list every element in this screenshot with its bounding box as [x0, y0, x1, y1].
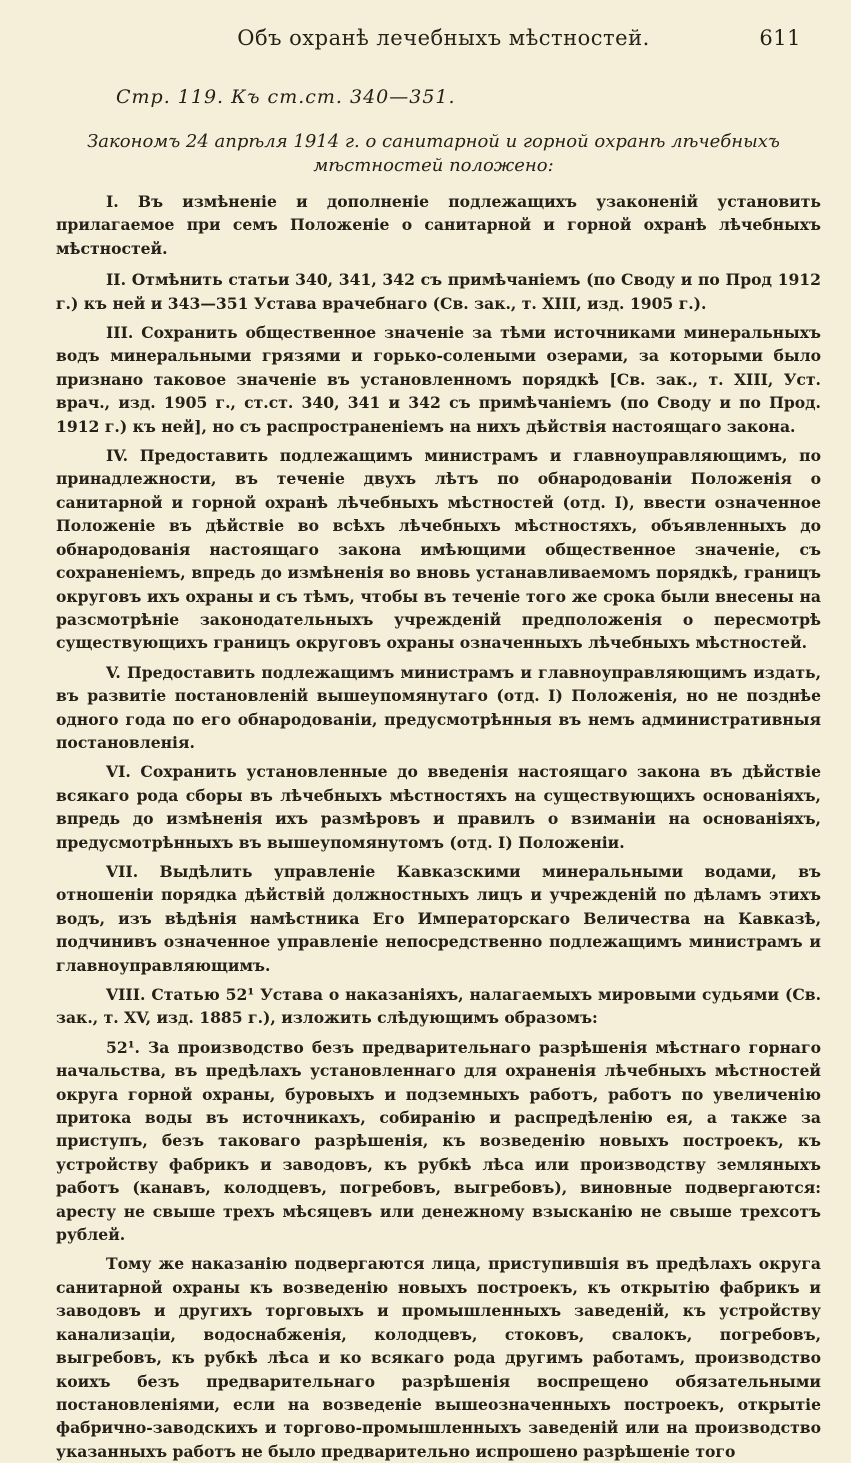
body-text [56, 190, 821, 1463]
section-reference: Стр. 119. Къ ст.ст. 340—351. [116, 86, 456, 108]
paragraph-9: 52¹. За производство безъ предварительнаго разрѣшенія мѣстнаго горнаго начальства, въ предѣлахъ установленнаго для охраненія лѣчебныхъ мѣстностей округа горной охраны, буровыхъ и подземныхъ работъ, работъ по увеличенію притока воды въ источникахъ, собиранію и распредѣленію ея, а также за приступъ, безъ таковаго разрѣшенія, къ возведенію новыхъ построекъ, къ устройству фабрикъ и заводовъ, къ рубкѣ лѣса или производству земляныхъ работъ (канавъ, колодцевъ, погребовъ, выгребовъ), виновные подвергаются: аресту не свыше трехъ мѣсяцевъ или денежному взысканію не свыше трехсотъ рублей. [56, 1037, 821, 1245]
paragraph-8: VIII. Статью 52¹ Устава о наказаніяхъ, налагаемыхъ мировыми судьями (Св. зак., т. XV, изд. 1885 г.), изложить слѣдующимъ образомъ: [56, 985, 821, 1028]
paragraph-6: VI. Сохранить установленные до введенія настоящаго закона въ дѣйствіе всякаго рода сборы въ лѣчебныхъ мѣстностяхъ на существующихъ основаніяхъ, впредь до измѣненія ихъ размѣровъ и правилъ о взиманіи на основаніяхъ, предусмотрѣнныхъ въ вышеупомянутомъ (отд. I) Положеніи. [56, 762, 821, 852]
paragraph-2: II. Отмѣнить статьи 340, 341, 342 съ примѣчаніемъ (по Своду и по Прод 1912 г.) къ ней и 343—351 Устава врачебнаго (Св. зак., т. XIII, изд. 1905 г.). [56, 270, 821, 313]
law-intro: Закономъ 24 апрѣля 1914 г. о санитарной и горной охранѣ лѣчебныхъ мѣстностей положено: [87, 131, 780, 176]
paragraph-5: V. Предоставить подлежащимъ министрамъ и главноуправляющимъ издать, въ развитіе постановленій вышеупомянутаго (отд. I) Положенія, но не позднѣе одного года по его обнародованіи, предусмотрѣнныя въ немъ административныя постановленія. [56, 662, 821, 752]
page-header [56, 26, 821, 56]
paragraph-4: IV. Предоставить подлежащимъ министрамъ и главноуправляющимъ, по принадлежности, въ теченіе двухъ лѣтъ по обнародованіи Положенія о санитарной и горной охранѣ лѣчебныхъ мѣстностей (отд. I), ввести означенное Положеніе въ дѣйствіе во всѣхъ лѣчебныхъ мѣстностяхъ, объявленныхъ до обнародованія настоящаго закона имѣющими общественное значеніе, съ сохраненіемъ, впредь до измѣненія во вновь устанавливаемомъ порядкѣ, границъ округовъ ихъ охраны и съ тѣмъ, чтобы въ теченіе того же срока были внесены на разсмотрѣніе законодательныхъ учрежденій предположенія о пересмотрѣ существующихъ границъ округовъ охраны означенныхъ лѣчебныхъ мѣстностей. [56, 446, 821, 653]
paragraph-7: VII. Выдѣлить управленіе Кавказскими минеральными водами, въ отношеніи порядка дѣйствій должностныхъ лицъ и учрежденій по дѣламъ этихъ водъ, изъ вѣдѣнія намѣстника Его Императорскаго Величества на Кавказѣ, подчинивъ означенное управленіе непосредственно подлежащимъ министрамъ и главноуправляющимъ. [56, 861, 821, 975]
running-title: Объ охранѣ лечебныхъ мѣстностей. [237, 26, 650, 50]
paragraph-1: I. Въ измѣненіе и дополненіе подлежащихъ узаконеній установить прилагаемое при семъ Положеніе о санитарной и горной охранѣ лѣчебныхъ мѣстностей. [56, 192, 821, 258]
page-number: 611 [759, 26, 801, 50]
paragraph-3: III. Сохранить общественное значеніе за тѣми источниками минеральныхъ водъ минеральными грязями и горько-солеными озерами, за которыми было признано таковое значеніе въ установленномъ порядкѣ [Св. зак., т. XIII, Уст. врач., изд. 1905 г., ст.ст. 340, 341 и 342 съ примѣчаніемъ (по Своду и по Прод. 1912 г.) къ ней], но съ распространеніемъ на нихъ дѣйствія настоящаго закона. [56, 323, 821, 436]
paragraph-10: Тому же наказанію подвергаются лица, приступившія въ предѣлахъ округа санитарной охраны къ возведенію новыхъ построекъ, къ открытію фабрикъ и заводовъ и другихъ торговыхъ и промышленныхъ заведеній, къ устройству канализаціи, водоснабженія, колодцевъ, стоковъ, свалокъ, погребовъ, выгребовъ, къ рубкѣ лѣса и ко всякаго рода другимъ работамъ, производство коихъ безъ предварительнаго разрѣшенія воспрещено обязательными постановленіями, если на возведеніе вышеозначенныхъ построекъ, открытіе фабрично-заводскихъ и торгово-промышленныхъ заведеній или на производство указанныхъ работъ не было предварительно испрошено разрѣшеніе того [56, 1254, 821, 1461]
